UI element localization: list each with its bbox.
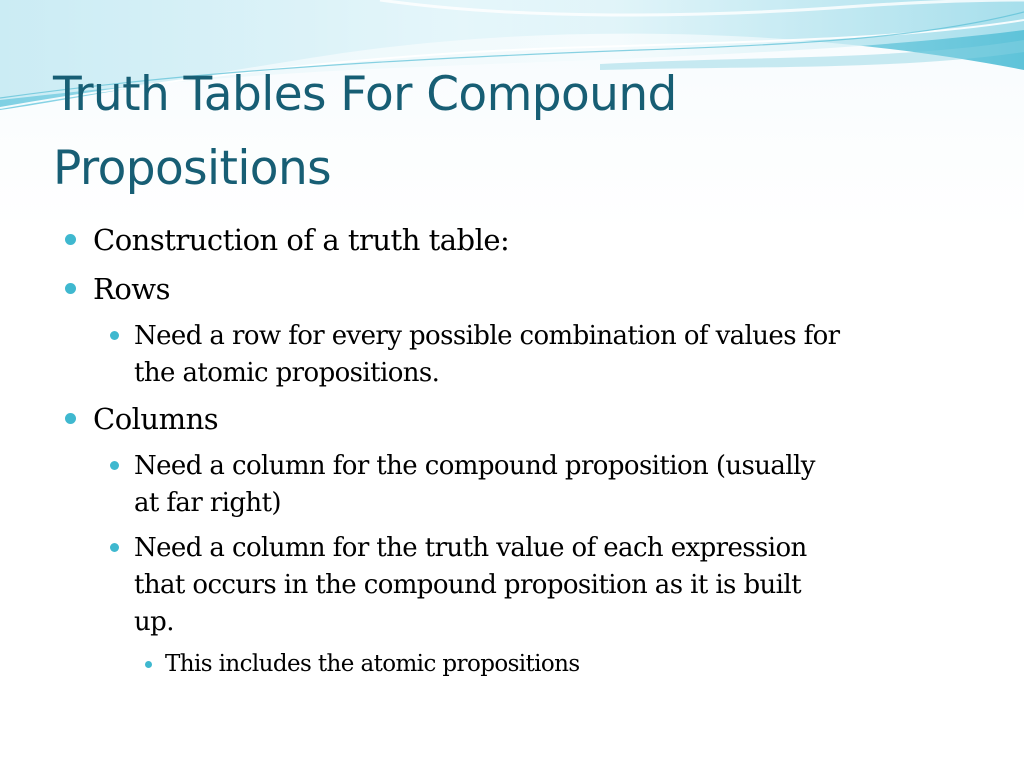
bullet-text: up. (134, 607, 174, 637)
sub-bullet-columns-compound (134, 448, 815, 522)
bullet-text: the atomic propositions. (134, 358, 440, 388)
bullet-text: Rows (93, 272, 170, 306)
bullet-columns (93, 402, 218, 437)
bullet-dot-icon (65, 234, 76, 245)
bullet-dot-icon (110, 331, 119, 340)
bullet-text: Columns (93, 402, 219, 436)
bullet-dot-icon (65, 413, 76, 424)
bullet-rows (93, 272, 170, 307)
slide-title-line-2: Propositions (53, 141, 332, 196)
slide-title-line-1: Truth Tables For Compound (53, 67, 677, 122)
sub-bullet-columns-each-expression (134, 530, 807, 641)
bullet-dot-icon (145, 661, 152, 668)
sub-sub-bullet-atomic (165, 649, 580, 679)
bullet-dot-icon (65, 283, 76, 294)
bullet-text: Need a column for the truth value of each expression (134, 533, 807, 563)
bullet-text: Need a column for the compound proposition (usually (134, 451, 815, 481)
bullet-text: that occurs in the compound proposition as it is built (134, 570, 801, 600)
bullet-dot-icon (110, 461, 119, 470)
sub-bullet-rows-combination (134, 318, 840, 392)
bullet-text: Need a row for every possible combination of values for (134, 321, 840, 351)
bullet-text: This includes the atomic propositions (165, 651, 580, 677)
bullet-text: Construction of a truth table: (93, 223, 510, 257)
bullet-text: at far right) (134, 488, 281, 518)
bullet-dot-icon (110, 543, 119, 552)
bullet-construction (93, 223, 509, 258)
